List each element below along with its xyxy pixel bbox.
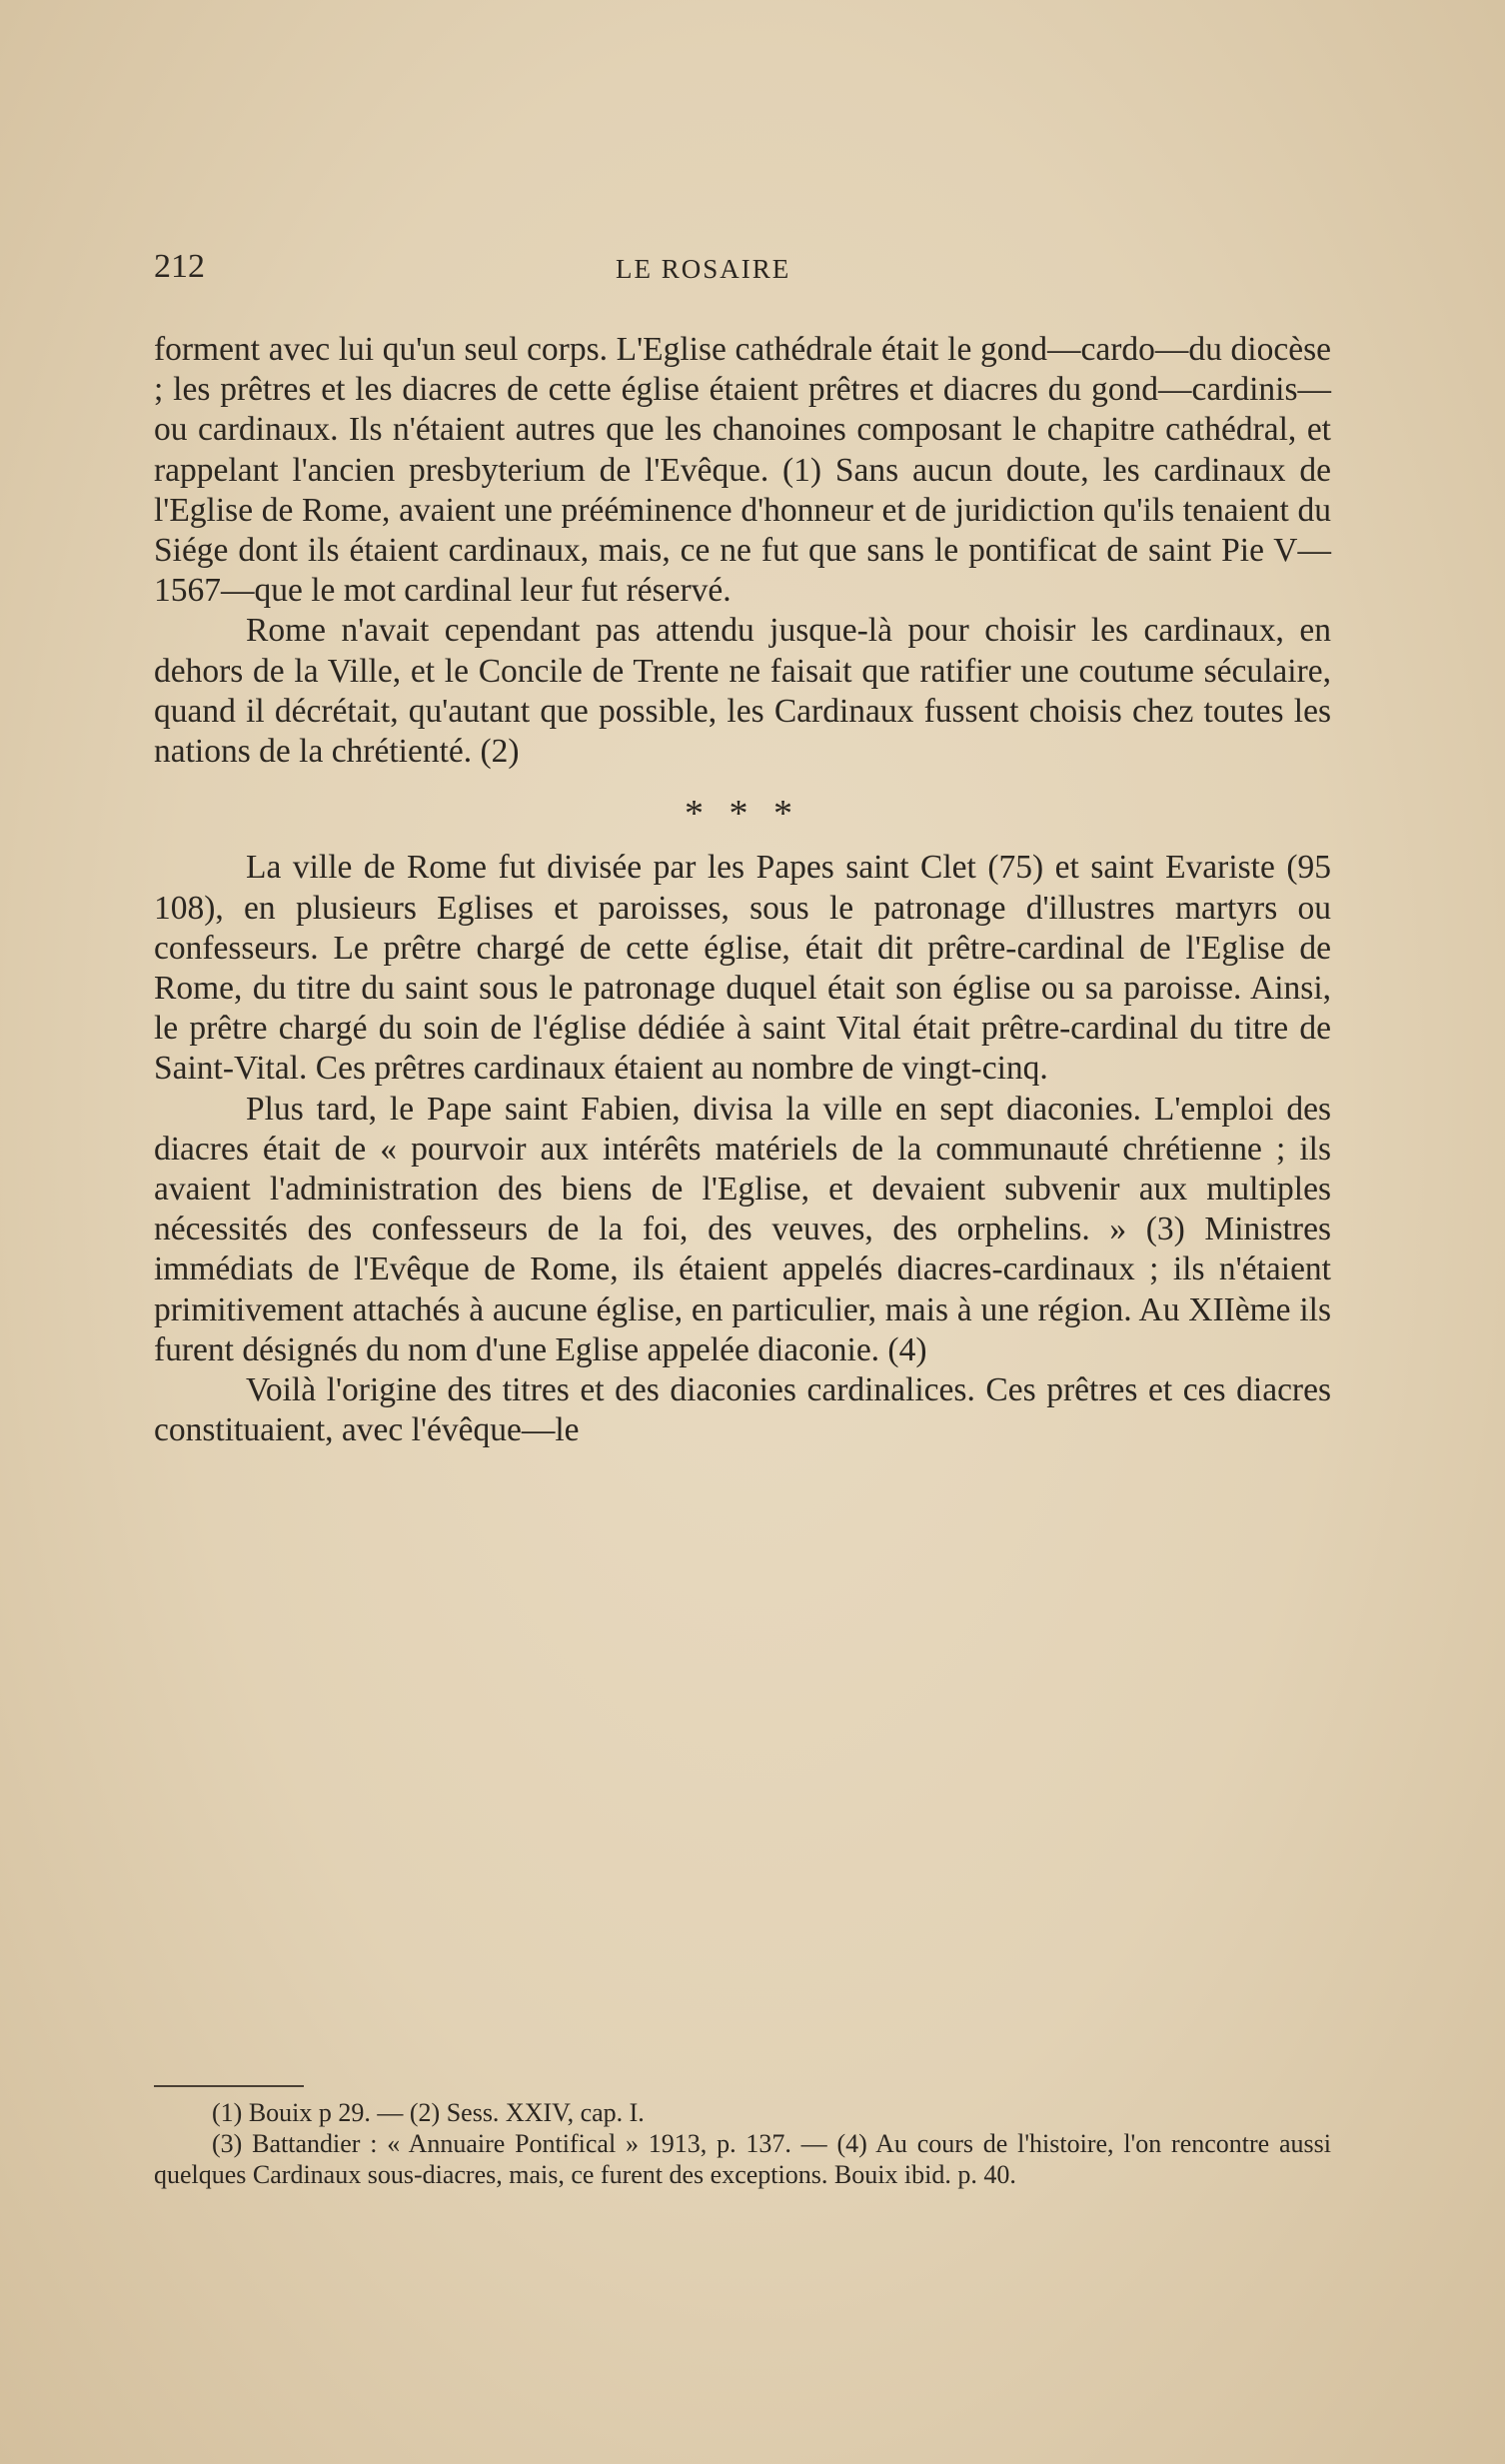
page-number: 212: [154, 248, 205, 285]
footnote-rule: [154, 2085, 304, 2087]
paragraph-4: Plus tard, le Pape saint Fabien, divisa la ville en sept diaconies. L'emploi des diacres était de « pourvoir aux intérêts matériels de la communauté chrétienne ; ils avaient l'administration des biens de l'Eglise, et devaient subvenir aux multiples nécessités des confesseurs de la foi, des veuves, des orphelins. » (3) Ministres immédiats de l'Evêque de Rome, ils étaient appelés diacres-cardinaux ; ils n'étaient primitivement attachés à aucune église, en particulier, mais à une région. Au XIIème ils furent désignés du nom d'une Eglise appelée diaconie. (4): [154, 1090, 1331, 1368]
main-text: [154, 330, 1331, 1450]
running-title: LE ROSAIRE: [616, 254, 791, 284]
paragraph-3: La ville de Rome fut divisée par les Papes saint Clet (75) et saint Evariste (95 108), en plusieurs Eglises et paroisses, sous le patronage d'illustres martyrs ou confesseurs. Le prêtre chargé de cette église, était dit prêtre-cardinal de l'Eglise de Rome, du titre du saint sous le patronage duquel était son église ou sa paroisse. Ainsi, le prêtre chargé du soin de l'église dédiée à saint Vital était prêtre-cardinal du titre de Saint-Vital. Ces prêtres cardinaux étaient au nombre de vingt-cinq.: [154, 849, 1331, 1088]
page-header: [154, 248, 1313, 292]
paragraph-5: Voilà l'origine des titres et des diaconies cardinalices. Ces prêtres et ces diacres constituaient, avec l'évêque—le: [154, 1371, 1331, 1449]
footnote-1: (1) Bouix p 29. — (2) Sess. XXIV, cap. I.: [212, 2098, 645, 2127]
paragraph-1: forment avec lui qu'un seul corps. L'Eglise cathédrale était le gond—cardo—du diocèse ; les prêtres et les diacres de cette église étaient prêtres et diacres du gond—cardinis—ou cardinaux. Ils n'étaient autres que les chanoines composant le chapitre cathédral, et rappelant l'ancien presbyterium de l'Evêque. (1) Sans aucun doute, les cardinaux de l'Eglise de Rome, avaient une prééminence d'honneur et de juridiction qu'ils tenaient du Siége dont ils étaient cardinaux, mais, ce ne fut que sans le pontificat de saint Pie V—1567—que le mot cardinal leur fut réservé.: [154, 331, 1331, 610]
footnote-2: (3) Battandier : « Annuaire Pontifical » 1913, p. 137. — (4) Au cours de l'histoire, l'on rencontre aussi quelques Cardinaux sous-diacres, mais, ce furent des exceptions. Bouix ibid. p. 40.: [154, 2129, 1331, 2189]
paragraph-2: Rome n'avait cependant pas attendu jusque-là pour choisir les cardinaux, en dehors de la Ville, et le Concile de Trente ne faisait que ratifier une coutume séculaire, quand il décrétait, qu'autant que possible, les Cardinaux fussent choisis chez toutes les nations de la chrétienté. (2): [154, 612, 1331, 771]
footnotes: [154, 2097, 1331, 2190]
section-break-asterisks: * * *: [685, 793, 800, 836]
